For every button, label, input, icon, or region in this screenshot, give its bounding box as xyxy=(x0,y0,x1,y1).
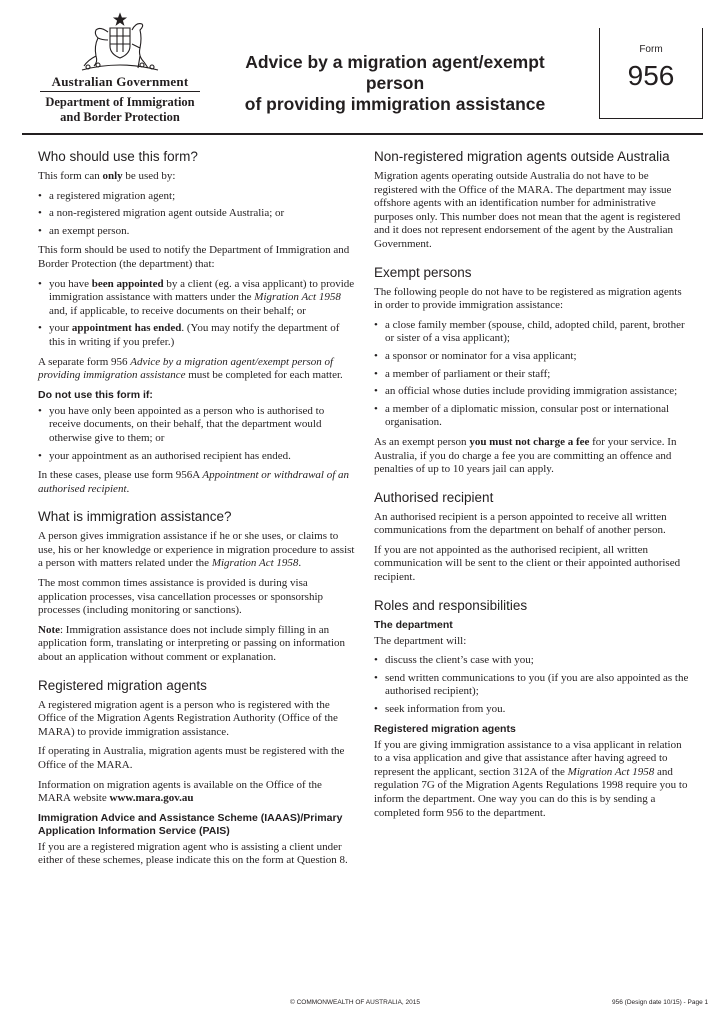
who-list xyxy=(38,190,356,239)
government-name: Australian Government xyxy=(51,74,189,89)
header-divider xyxy=(40,91,200,92)
registered-paragraph-2: If operating in Australia, migration agents must be registered with the Office of the MARA. xyxy=(38,745,345,771)
footer-copyright: © COMMONWEALTH OF AUSTRALIA, 2015 xyxy=(290,999,420,1006)
list-item: • you have only been appointed as a person who is authorised to receive documents, on their behalf, that the department would otherwise give to them; or xyxy=(38,405,356,446)
form-number: 956 xyxy=(627,60,675,91)
what-paragraph-2: The most common times assistance is provided is during visa application processes, visa cancellation processes or sponsorship processes (including monitoring or sanctions). xyxy=(38,577,324,617)
section-heading-authorised: Authorised recipient xyxy=(374,489,494,505)
cases-paragraph: In these cases, please use form 956A Appointment or withdrawal of an authorised recipient. xyxy=(38,469,350,495)
form-label: Form xyxy=(639,44,663,55)
form-title-line-1: Advice by a migration agent/exempt person xyxy=(245,52,545,93)
exempt-paragraph: The following people do not have to be registered as migration agents in order to provide immigration assistance: xyxy=(374,285,682,312)
form-title-line-2: of providing immigration assistance xyxy=(244,94,546,114)
department-intro: The department will: xyxy=(374,634,467,647)
notify-list xyxy=(38,278,356,350)
list-item: • a member of parliament or their staff; xyxy=(374,368,689,382)
section-heading-registered: Registered migration agents xyxy=(38,677,207,693)
list-item: • you have been appointed by a client (eg. a visa applicant) to provide immigration assistance with matters under the Migration Act 1958 and, if applicable, to receive documents on their behalf; or xyxy=(38,278,356,319)
list-item: • your appointment as an authorised recipient has ended. xyxy=(38,450,356,464)
agents-paragraph: If you are giving immigration assistance to a visa applicant in relation to a visa application and give that assistance after having agreed to represent the applicant, section 312A of the Migration Act 1958 and regulation 7G of the Migration Agents Regulations 1998 require you to inform the department. One way you can do this is by sending a completed form 956 to the department. xyxy=(374,738,688,819)
nonregistered-paragraph: Migration agents operating outside Australia do not have to be registered with the Office of the MARA. The department may issue offshore agents with an identification number for administrative purposes only. This number does not mean that the agent is registered and it does not represent endorsement of the agent by the Australian Government. xyxy=(374,170,681,250)
note-paragraph: Note: Immigration assistance does not include simply filling in an application form, translating or interpreting or passing on information about an application without comment or explanation. xyxy=(38,623,346,664)
what-paragraph-1: A person gives immigration assistance if he or she uses, or claims to use, his or her knowledge or experience in migration procedure to assist a person with matters related under the Migration Act 1958. xyxy=(38,530,355,570)
coat-of-arms-icon xyxy=(74,12,166,74)
list-item: • an official whose duties include providing immigration assistance; xyxy=(374,385,689,399)
department-list xyxy=(374,654,689,716)
form-title xyxy=(215,52,575,115)
section-heading-who: Who should use this form? xyxy=(38,149,198,164)
agents-heading: Registered migration agents xyxy=(374,722,516,735)
footer-page-info: 956 (Design date 10/15) - Page 1 xyxy=(612,999,709,1006)
form-number-box xyxy=(599,28,703,119)
iaaas-heading: Immigration Advice and Assistance Scheme (IAAAS)/Primary Application Information Service (PAIS) xyxy=(38,811,343,837)
registered-paragraph-3: Information on migration agents is available on the Office of the MARA website www.mara.gov.au xyxy=(38,778,322,805)
list-item: • a non-registered migration agent outside Australia; or xyxy=(38,207,356,221)
list-item: • a member of a diplomatic mission, consular post or international organisation. xyxy=(374,403,689,430)
header-rule xyxy=(22,133,703,135)
mara-website-link[interactable]: www.mara.gov.au xyxy=(109,792,194,805)
list-item: • a sponsor or nominator for a visa applicant; xyxy=(374,350,689,364)
list-item: • discuss the client’s case with you; xyxy=(374,654,689,668)
do-not-use-list xyxy=(38,405,356,463)
list-item: • seek information from you. xyxy=(374,703,689,717)
section-heading-what: What is immigration assistance? xyxy=(38,509,232,525)
department-line-2: and Border Protection xyxy=(60,110,180,124)
list-item: • a close family member (spouse, child, adopted child, parent, brother or sister of a visa applicant); xyxy=(374,319,689,346)
list-item: • an exempt person. xyxy=(38,225,356,239)
fee-paragraph: As an exempt person you must not charge a fee for your service. In Australia, if you do charge a fee you are committing an offence and penalties of up to 10 years jail can apply. xyxy=(374,435,677,476)
right-column xyxy=(374,148,689,826)
do-not-use-heading: Do not use this form if: xyxy=(38,388,153,401)
left-column xyxy=(38,148,356,874)
authorised-paragraph-2: If you are not appointed as the authorised recipient, all written communication will be sent to the client or their appointed authorised recipient. xyxy=(374,543,681,584)
authorised-paragraph-1: An authorised recipient is a person appointed to receive all written communications from the department on behalf of another person. xyxy=(374,510,667,537)
department-heading: The department xyxy=(374,618,453,631)
list-item: • your appointment has ended. (You may notify the department of this in writing if you prefer.) xyxy=(38,322,356,349)
iaaas-paragraph: If you are a registered migration agent who is assisting a client under either of these schemes, please indicate this on the form at Question 8. xyxy=(38,840,348,867)
department-name xyxy=(40,95,200,125)
separate-form-paragraph: A separate form 956 Advice by a migration agent/exempt person of providing immigration assistance must be completed for each matter. xyxy=(38,355,343,382)
registered-paragraph-1: A registered migration agent is a person who is registered with the Office of the Migration Agents Registration Authority (Office of the MARA) to provide immigration assistance. xyxy=(38,698,338,738)
who-intro: This form can only be used by: xyxy=(38,170,176,182)
notify-paragraph: This form should be used to notify the Department of Immigration and Border Protection (the department) that: xyxy=(38,244,350,270)
section-heading-nonregistered: Non-registered migration agents outside Australia xyxy=(374,149,670,164)
section-heading-roles: Roles and responsibilities xyxy=(374,597,528,613)
list-item: • send written communications to you (if you are also appointed as the authorised recipient); xyxy=(374,672,689,699)
exempt-list xyxy=(374,319,689,430)
list-item: • a registered migration agent; xyxy=(38,190,356,204)
department-line-1: Department of Immigration xyxy=(45,95,195,109)
section-heading-exempt: Exempt persons xyxy=(374,264,472,280)
